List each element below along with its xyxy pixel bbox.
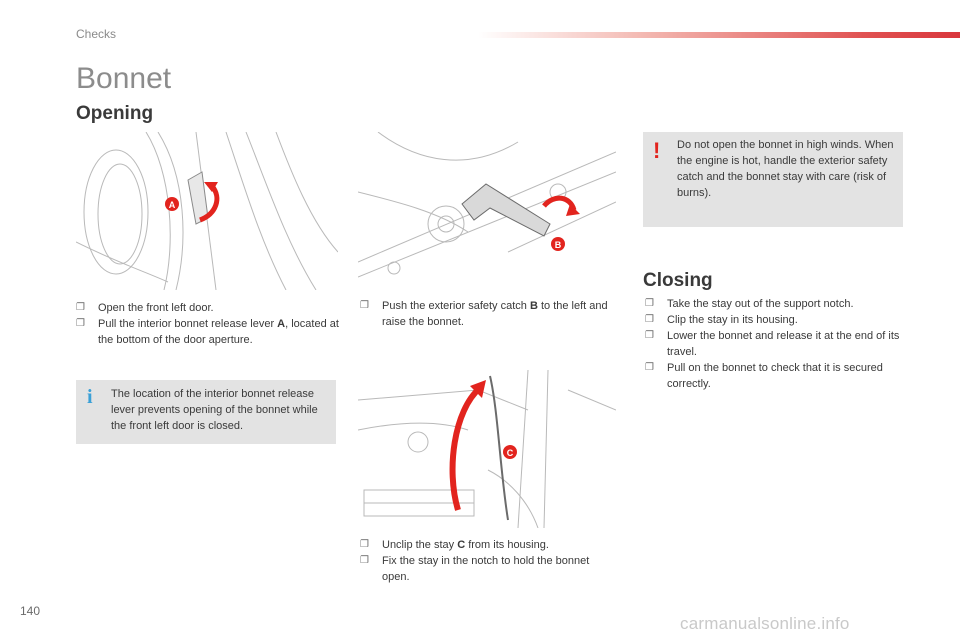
exclamation-icon: !	[653, 138, 661, 163]
checkbox-square-icon: ❐	[76, 302, 85, 313]
checkbox-square-icon: ❐	[645, 330, 654, 341]
illustration-safety-catch	[358, 132, 616, 290]
opening-stay-steps	[360, 537, 618, 585]
warning-note-text: Do not open the bonnet in high winds. When the engine is hot, handle the exterior safety catch and the bonnet stay with care (risk of burns).	[677, 139, 894, 199]
checkbox-square-icon: ❐	[645, 314, 654, 325]
info-note-text: The location of the interior bonnet release lever prevents opening of the bonnet while the front left door is closed.	[111, 388, 318, 432]
list-item: ❐ Pull the interior bonnet release lever A, located at the bottom of the door aperture.	[76, 318, 339, 346]
checkbox-square-icon: ❐	[645, 298, 654, 309]
info-note	[76, 380, 336, 444]
info-icon: i	[87, 386, 93, 408]
list-item: ❐ Push the exterior safety catch B to the left and raise the bonnet.	[360, 300, 608, 328]
list-item: ❐ Open the front left door.	[76, 302, 214, 314]
closing-heading: Closing	[643, 270, 713, 291]
list-item: ❐ Lower the bonnet and release it at the end of its travel.	[645, 330, 900, 358]
section-label: Checks	[76, 27, 117, 41]
opening-left-steps	[76, 300, 340, 348]
opening-middle-steps	[360, 298, 618, 330]
opening-heading: Opening	[76, 103, 154, 124]
header-accent-bar	[478, 32, 960, 38]
watermark: carmanualsonline.info	[680, 614, 850, 633]
list-item: ❐ Take the stay out of the support notch.	[645, 298, 854, 310]
closing-steps	[645, 296, 903, 392]
checkbox-square-icon: ❐	[76, 318, 85, 329]
list-item: ❐ Unclip the stay C from its housing.	[360, 539, 549, 551]
checkbox-square-icon: ❐	[360, 539, 369, 550]
list-item: ❐ Pull on the bonnet to check that it is secured correctly.	[645, 362, 883, 390]
checkbox-square-icon: ❐	[645, 362, 654, 373]
list-item: ❐ Clip the stay in its housing.	[645, 314, 798, 326]
marker-a-label: A	[168, 200, 176, 210]
warning-note	[643, 132, 903, 227]
checkbox-square-icon: ❐	[360, 300, 369, 311]
marker-c-label: C	[506, 448, 514, 458]
page-title: Bonnet	[76, 62, 172, 95]
illustration-door-lever	[76, 132, 338, 290]
list-item: ❐ Fix the stay in the notch to hold the bonnet open.	[360, 555, 590, 583]
marker-b-label: B	[554, 240, 562, 250]
page-number: 140	[20, 604, 41, 618]
checkbox-square-icon: ❐	[360, 555, 369, 566]
illustration-bonnet-stay	[358, 370, 616, 528]
